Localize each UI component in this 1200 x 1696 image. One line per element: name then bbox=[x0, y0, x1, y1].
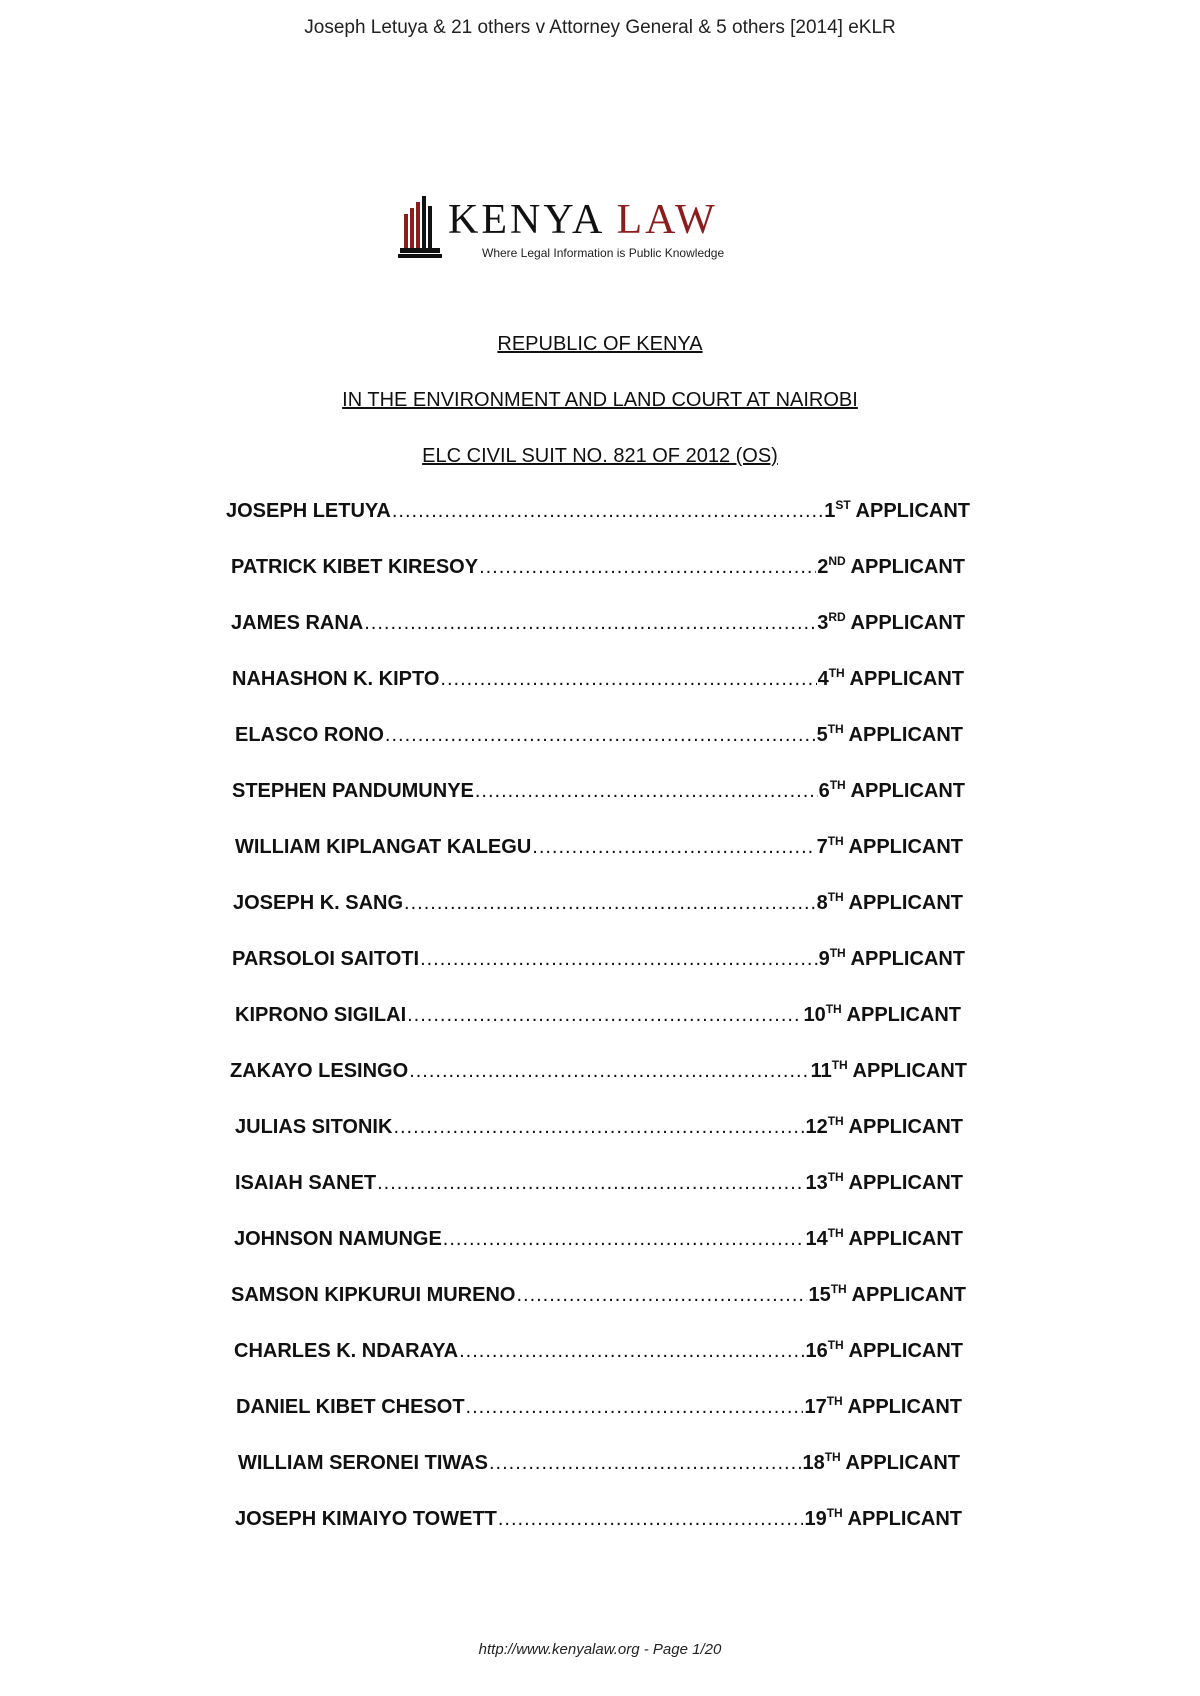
applicant-name: JULIAS SITONIK bbox=[235, 1116, 393, 1138]
logo-wordmark bbox=[448, 196, 718, 244]
leader-dots bbox=[385, 724, 816, 747]
applicant-row bbox=[234, 1340, 963, 1368]
applicant-name: SAMSON KIPKURUI MURENO bbox=[231, 1284, 516, 1306]
applicant-row bbox=[236, 1396, 962, 1424]
applicant-row bbox=[235, 1508, 962, 1536]
applicant-role: 17TH APPLICANT bbox=[804, 1394, 962, 1418]
applicant-name: CHARLES K. NDARAYA bbox=[234, 1340, 459, 1362]
applicant-role: 4TH APPLICANT bbox=[817, 666, 964, 690]
applicant-row bbox=[233, 892, 963, 920]
logo-tagline: Where Legal Information is Public Knowledge bbox=[482, 246, 725, 260]
heading-republic: REPUBLIC OF KENYA bbox=[497, 333, 703, 355]
leader-dots bbox=[489, 1452, 801, 1475]
applicant-role: 11TH APPLICANT bbox=[810, 1058, 967, 1082]
applicant-row bbox=[226, 500, 970, 528]
applicant-name: JOSEPH K. SANG bbox=[233, 892, 404, 914]
leader-dots bbox=[440, 668, 816, 691]
applicant-role: 16TH APPLICANT bbox=[805, 1338, 963, 1362]
applicant-role: 7TH APPLICANT bbox=[816, 834, 963, 858]
leader-dots bbox=[407, 1004, 802, 1027]
leader-dots bbox=[443, 1228, 805, 1251]
leader-dots bbox=[498, 1508, 804, 1531]
applicant-row bbox=[235, 1116, 963, 1144]
running-header: Joseph Letuya & 21 others v Attorney General & 5 others [2014] eKLR bbox=[304, 17, 896, 38]
kenya-law-emblem-icon bbox=[398, 196, 444, 262]
applicant-name: ELASCO RONO bbox=[235, 724, 384, 746]
applicant-role: 10TH APPLICANT bbox=[803, 1002, 961, 1026]
applicant-role: 15TH APPLICANT bbox=[808, 1282, 966, 1306]
logo-word-kenya: KENYA bbox=[448, 197, 604, 243]
applicant-name: ISAIAH SANET bbox=[235, 1172, 377, 1194]
applicant-role: 5TH APPLICANT bbox=[816, 722, 963, 746]
applicant-name: NAHASHON K. KIPTO bbox=[232, 668, 440, 690]
kenya-law-logo bbox=[398, 196, 738, 266]
applicant-name: PARSOLOI SAITOTI bbox=[232, 948, 420, 970]
applicant-role: 8TH APPLICANT bbox=[816, 890, 963, 914]
applicant-role: 6TH APPLICANT bbox=[818, 778, 965, 802]
leader-dots bbox=[392, 500, 823, 523]
applicant-row bbox=[235, 1004, 961, 1032]
applicant-name: PATRICK KIBET KIRESOY bbox=[231, 556, 479, 578]
heading-suit: ELC CIVIL SUIT NO. 821 OF 2012 (OS) bbox=[422, 445, 778, 467]
leader-dots bbox=[516, 1284, 807, 1307]
applicant-row bbox=[238, 1452, 960, 1480]
leader-dots bbox=[377, 1172, 804, 1195]
applicant-role: 1ST APPLICANT bbox=[824, 498, 970, 522]
applicant-role: 12TH APPLICANT bbox=[805, 1114, 963, 1138]
leader-dots bbox=[466, 1396, 804, 1419]
leader-dots bbox=[404, 892, 816, 915]
leader-dots bbox=[393, 1116, 804, 1139]
applicant-row bbox=[232, 948, 965, 976]
applicant-row bbox=[231, 556, 965, 584]
applicant-row bbox=[232, 780, 965, 808]
applicant-role: 3RD APPLICANT bbox=[817, 610, 965, 634]
applicant-name: STEPHEN PANDUMUNYE bbox=[232, 780, 474, 802]
applicant-name: JAMES RANA bbox=[231, 612, 364, 634]
applicant-name: KIPRONO SIGILAI bbox=[235, 1004, 407, 1026]
applicant-name: WILLIAM SERONEI TIWAS bbox=[238, 1452, 488, 1474]
applicant-row bbox=[231, 612, 965, 640]
applicant-name: JOHNSON NAMUNGE bbox=[234, 1228, 442, 1250]
applicant-role: 2ND APPLICANT bbox=[817, 554, 965, 578]
applicant-row bbox=[232, 668, 964, 696]
applicant-row bbox=[235, 836, 963, 864]
applicant-name: JOSEPH LETUYA bbox=[226, 500, 391, 522]
leader-dots bbox=[479, 556, 816, 579]
applicant-row bbox=[235, 1172, 963, 1200]
applicant-role: 18TH APPLICANT bbox=[802, 1450, 960, 1474]
leader-dots bbox=[420, 948, 818, 971]
applicant-row bbox=[231, 1284, 966, 1312]
applicant-role: 19TH APPLICANT bbox=[804, 1506, 962, 1530]
leader-dots bbox=[364, 612, 816, 635]
leader-dots bbox=[475, 780, 818, 803]
applicant-role: 9TH APPLICANT bbox=[818, 946, 965, 970]
heading-court: IN THE ENVIRONMENT AND LAND COURT AT NAIROBI bbox=[342, 389, 858, 411]
applicant-name: JOSEPH KIMAIYO TOWETT bbox=[235, 1508, 497, 1530]
applicant-name: ZAKAYO LESINGO bbox=[230, 1060, 409, 1082]
applicant-row bbox=[235, 724, 963, 752]
applicant-role: 14TH APPLICANT bbox=[805, 1226, 963, 1250]
applicant-row bbox=[234, 1228, 963, 1256]
applicant-row bbox=[230, 1060, 967, 1088]
page-footer: http://www.kenyalaw.org - Page 1/20 bbox=[478, 1641, 722, 1658]
applicant-name: DANIEL KIBET CHESOT bbox=[236, 1396, 465, 1418]
applicant-role: 13TH APPLICANT bbox=[805, 1170, 963, 1194]
applicant-name: WILLIAM KIPLANGAT KALEGU bbox=[235, 836, 532, 858]
leader-dots bbox=[459, 1340, 804, 1363]
leader-dots bbox=[409, 1060, 809, 1083]
logo-word-law: LAW bbox=[616, 197, 718, 243]
leader-dots bbox=[532, 836, 815, 859]
